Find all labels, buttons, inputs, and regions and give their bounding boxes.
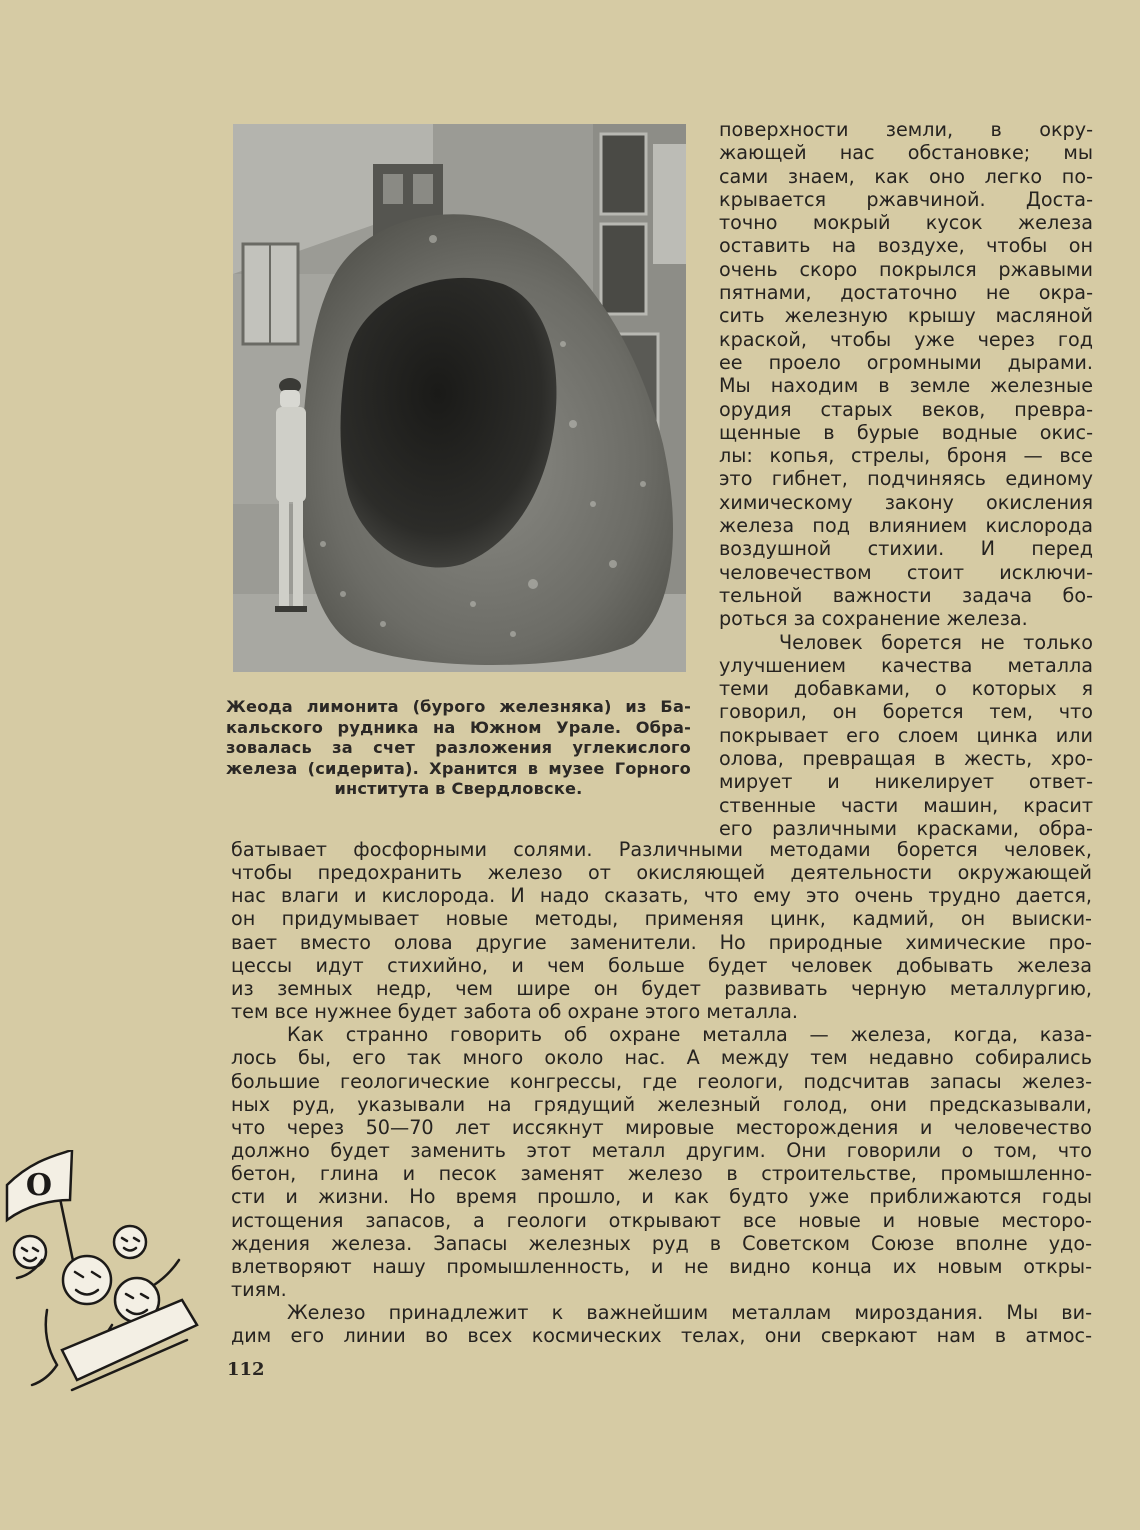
text-line: крывается ржавчиной. Доста- — [719, 187, 1093, 211]
text-line: батывает фосфорными солями. Различными методами борется человек, — [231, 838, 1092, 861]
text-line: говорил, он борется тем, что — [719, 700, 1093, 724]
caption-line: Жеода лимонита (бурого железняка) из Ба- — [226, 697, 691, 716]
text-line: чтобы предохранить железо от окисляющей деятельности окружающей — [231, 861, 1092, 885]
text-line: это гибнет, подчиняясь единому — [719, 467, 1093, 491]
text-line: его различными красками, обра- — [719, 816, 1093, 840]
text-line: он придумывает новые методы, применяя цинк, кадмий, он выиски- — [231, 907, 1092, 931]
text-line: ее проело огромными дырами. — [719, 350, 1093, 374]
text-line: щенные в бурые водные окис- — [719, 420, 1093, 444]
page-number: 112 — [227, 1359, 265, 1380]
text-line: краской, чтобы уже через год — [719, 327, 1093, 351]
text-line: ных руд, указывали на грядущий железный голод, они предсказывали, — [231, 1092, 1092, 1116]
text-line: бетон, глина и песок заменят железо в строительстве, промышленно- — [231, 1162, 1092, 1186]
text-line: сами знаем, как оно легко по- — [719, 164, 1093, 188]
text-line: сти и жизни. Но время прошло, и как будто уже приближаются годы — [231, 1185, 1092, 1209]
main-text-block — [231, 838, 1092, 1347]
text-line: лось бы, его так много около нас. А между тем недавно собирались — [231, 1046, 1092, 1070]
text-line: вает вместо олова другие заменители. Но природные химические про- — [231, 930, 1092, 954]
text-line: олова, превращая в жесть, хро- — [719, 747, 1093, 771]
text-line: дим его линии во всех космических телах, они сверкают нам в атмос- — [231, 1324, 1092, 1348]
text-line: Человек борется не только — [779, 630, 1093, 654]
text-line: лы: копья, стрелы, броня — все — [719, 444, 1093, 468]
text-line: ственные части машин, красит — [719, 793, 1093, 817]
text-line: тем все нужнее будет забота об охране этого металла. — [231, 1000, 798, 1024]
text-line: Как странно говорить об охране металла — железа, когда, каза- — [287, 1023, 1092, 1047]
text-line: тельной важности задача бо- — [719, 583, 1093, 607]
text-line: жающей нас обстановке; мы — [719, 141, 1093, 165]
text-line: железа под влиянием кислорода — [719, 514, 1093, 538]
text-line: покрывает его слоем цинка или — [719, 723, 1093, 747]
text-line: из земных недр, чем шире он будет развивать черную металлургию, — [231, 976, 1092, 1000]
flag-symbol: O — [25, 1168, 53, 1203]
caption-line: кальского рудника на Южном Урале. Обра- — [226, 717, 691, 737]
text-line: человечеством стоит исключи- — [719, 560, 1093, 584]
text-line: истощения запасов, а геологи открывают все новые и новые месторо- — [231, 1208, 1092, 1232]
text-line: химическому закону окисления — [719, 490, 1093, 514]
text-line: улучшением качества металла — [719, 653, 1093, 677]
text-line: очень скоро покрылся ржавыми — [719, 257, 1093, 281]
text-line: точно мокрый кусок железа — [719, 211, 1093, 235]
photo-caption — [226, 697, 691, 800]
caption-line: зовалась за счет разложения углекислого — [226, 738, 691, 757]
geode-photo — [233, 124, 686, 672]
text-line: нас влаги и кислорода. И надо сказать, что ему это очень трудно дается, — [231, 884, 1092, 908]
text-line: поверхности земли, в окру- — [719, 118, 1093, 141]
caption-line: железа (сидерита). Хранится в музее Горного — [226, 758, 691, 778]
text-line: воздушной стихии. И перед — [719, 537, 1093, 561]
text-line: сить железную крышу масляной — [719, 304, 1093, 328]
text-line: тиям. — [231, 1277, 287, 1301]
text-line: теми добавками, о которых я — [719, 677, 1093, 701]
text-line: роться за сохранение железа. — [719, 607, 1028, 631]
caption-line: института в Свердловске. — [334, 779, 583, 798]
mascots-illustration — [2, 1150, 202, 1420]
text-line: цессы идут стихийно, и чем больше будет человек добывать железа — [231, 953, 1092, 977]
text-line: большие геологические конгрессы, где геологи, подсчитав запасы желез- — [231, 1069, 1092, 1093]
text-line: оставить на воздухе, чтобы он — [719, 234, 1093, 258]
text-line: Мы находим в земле железные — [719, 374, 1093, 398]
text-line: что через 50—70 лет иссякнут мировые месторождения и человечество — [231, 1115, 1092, 1139]
text-line: влетворяют нашу промышленность, и не видно конца их новым откры- — [231, 1254, 1092, 1278]
right-text-column — [719, 118, 1093, 840]
text-line: орудия старых веков, превра- — [719, 397, 1093, 421]
text-line: ждения железа. Запасы железных руд в Советском Союзе вполне удо- — [231, 1231, 1092, 1255]
text-line: должно будет заменить этот металл другим. Они говорили о том, что — [231, 1139, 1092, 1163]
text-line: Железо принадлежит к важнейшим металлам мироздания. Мы ви- — [287, 1301, 1092, 1325]
text-line: пятнами, достаточно не окра- — [719, 281, 1093, 305]
text-line: мирует и никелирует ответ- — [719, 770, 1093, 794]
